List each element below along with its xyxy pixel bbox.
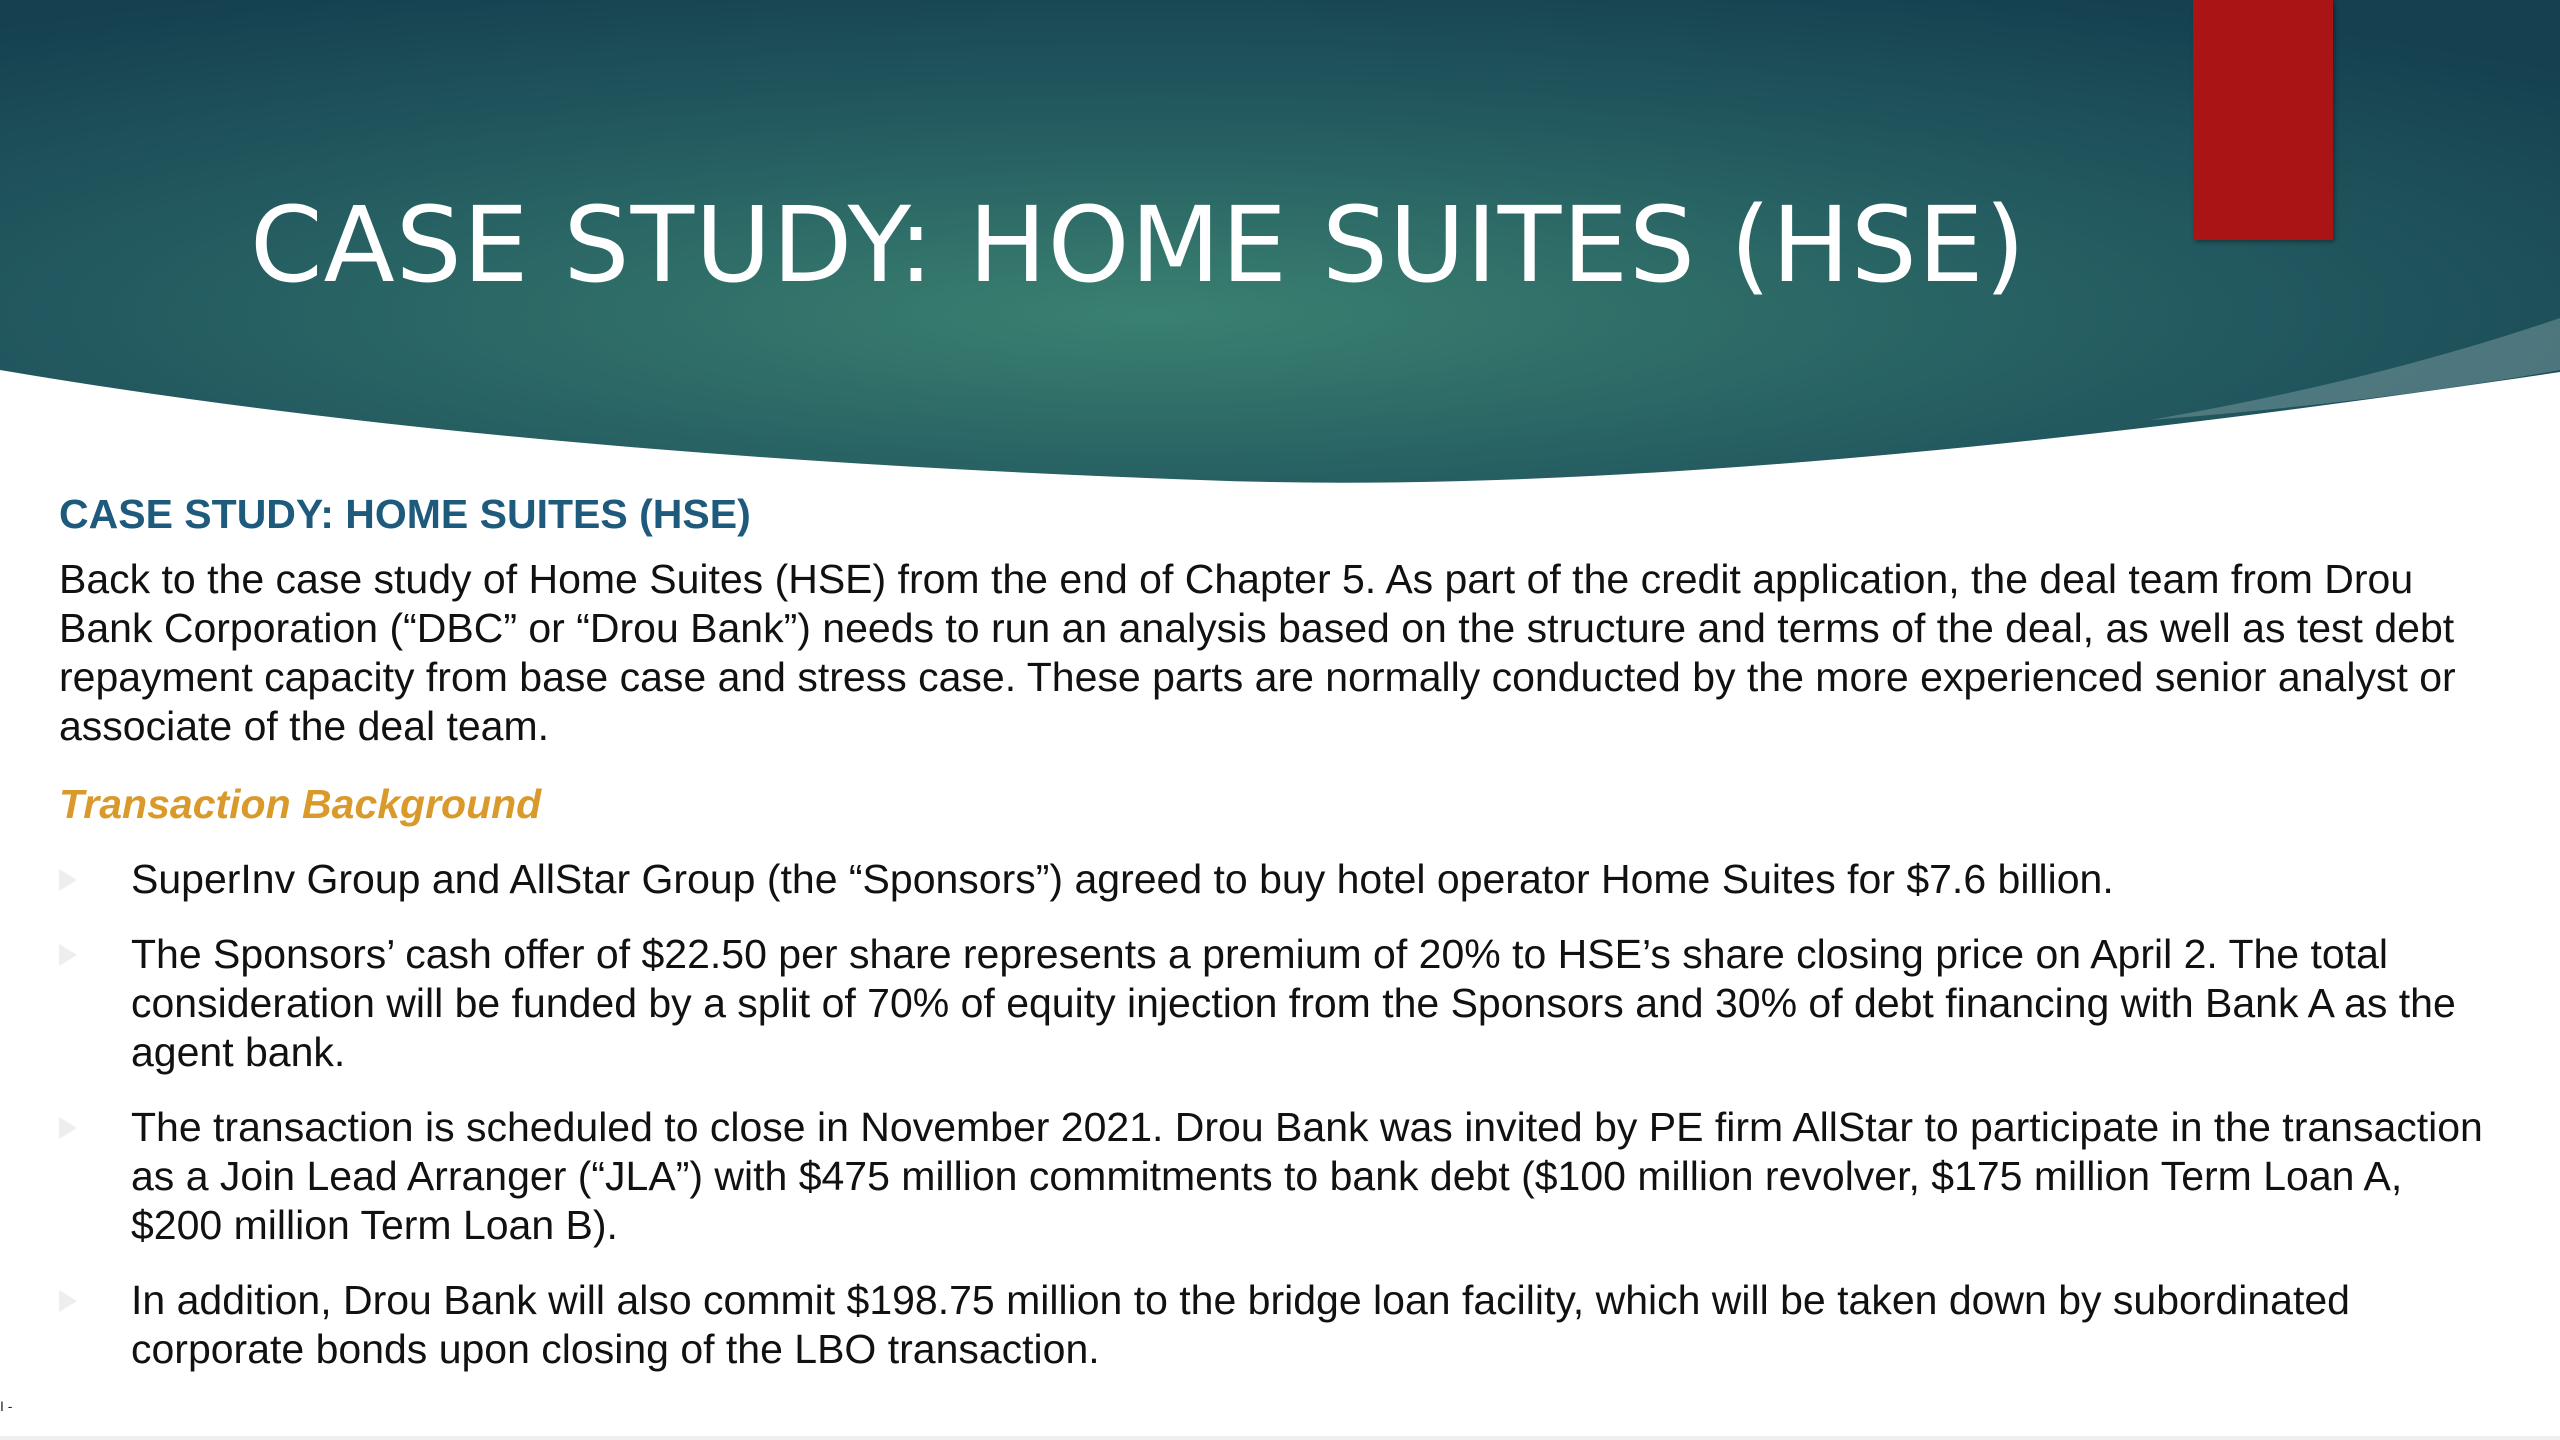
slide-title: CASE STUDY: HOME SUITES (HSE) [250, 184, 2027, 306]
case-study-heading: CASE STUDY: HOME SUITES (HSE) [59, 491, 751, 537]
transaction-background-heading: Transaction Background [59, 781, 542, 827]
bullet-text: In addition, Drou Bank will also commit $198.75 million to the bridge loan facility, which will be taken down by subordinated corporate bonds upon closing of the LBO transaction. [131, 1277, 2350, 1372]
bullet-text: The Sponsors’ cash offer of $22.50 per share represents a premium of 20% to HSE’s share closing price on April 2. The total consideration will be funded by a split of 70% of equity injection from the Sponsors and 30% of debt financing with Bank A as the agent bank. [131, 931, 2456, 1075]
corner-mark: I - [0, 1398, 13, 1414]
bullet-item [59, 930, 2499, 1077]
intro-paragraph: Back to the case study of Home Suites (HSE) from the end of Chapter 5. As part of the credit application, the deal team from Drou Bank Corporation (“DBC” or “Drou Bank”) needs to run an analysis based on the structure and terms of the deal, as well as test debt repayment capacity from base case and stress case. These parts are normally conducted by the more experienced senior analyst or associate of the deal team. [59, 556, 2456, 749]
bullet-text: The transaction is scheduled to close in November 2021. Drou Bank was invited by PE firm AllStar to participate in the transaction as a Join Lead Arranger (“JLA”) with $475 million commitments to bank debt ($100 million revolver, $175 million Term Loan A, $200 million Term Loan B). [131, 1104, 2483, 1248]
bullet-item [59, 855, 2499, 904]
bullet-text: SuperInv Group and AllStar Group (the “Sponsors”) agreed to buy hotel operator Home Suites for $7.6 billion. [131, 856, 2114, 902]
slide-content [59, 483, 2499, 1400]
triangle-bullet-icon [59, 1117, 77, 1139]
accent-bar [2193, 0, 2333, 240]
triangle-bullet-icon [59, 1290, 77, 1312]
bullet-list [59, 855, 2499, 1374]
bottom-rule [0, 1436, 2560, 1440]
triangle-bullet-icon [59, 869, 77, 891]
bullet-item [59, 1276, 2499, 1374]
triangle-bullet-icon [59, 944, 77, 966]
bullet-item [59, 1103, 2499, 1250]
